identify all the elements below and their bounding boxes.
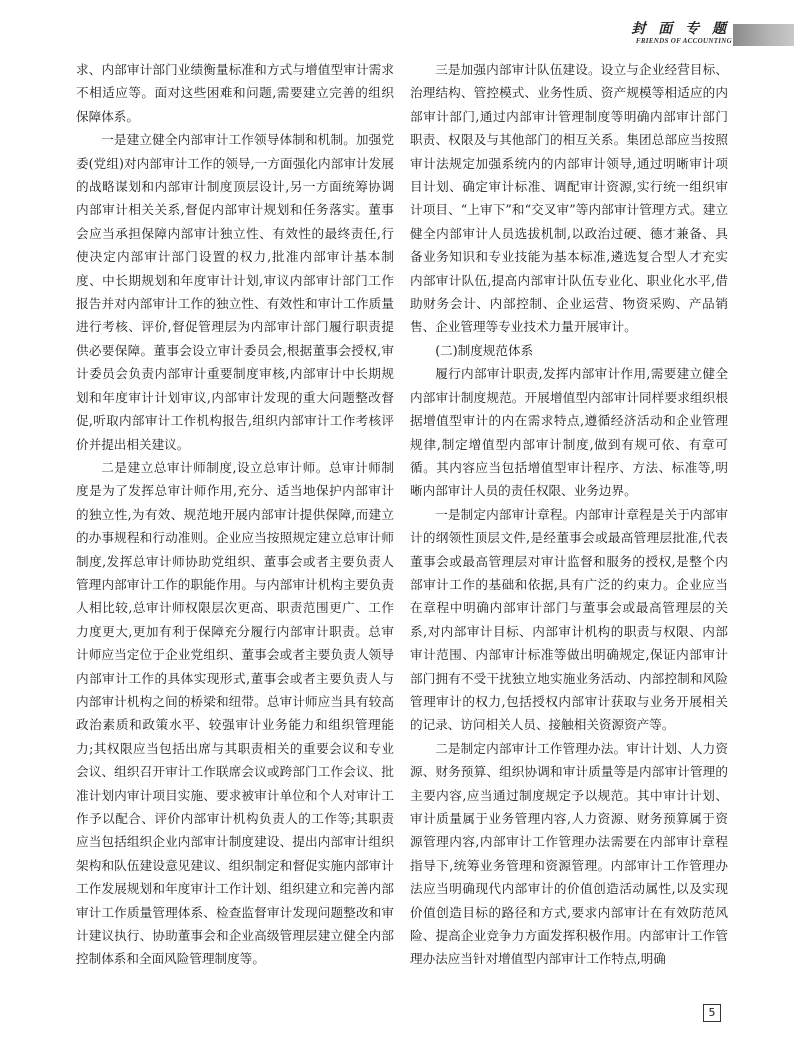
paragraph: 求、内部审计部门业绩衡量标准和方式与增值型审计需求不相适应等。面对这些困难和问题,需要建立完善的组织保障体系。	[76, 62, 394, 124]
paragraph: 二是制定内部审计工作管理办法。审计计划、人力资源、财务预算、组织协调和审计质量等是内部审计管理的主要内容,应当通过制度规定予以规范。其中审计计划、审计质量属于业务管理内容,人力资源、财务预算属于资源管理内容,内部审计工作管理办法需要在内部审计章程指导下,统筹业务管理和资源管理。内部审计工作管理办法应当明确现代内部审计的价值创造活动属性,以及实现价值创造目标的路径和方式,要求内部审计在有效防范风险、提高企业竞争力方面发挥积极作用。内部审计工作管理办法应当针对增值型内部审计工作特点,明确	[410, 740, 728, 967]
paragraph: 一是制定内部审计章程。内部审计章程是关于内部审计的纲领性顶层文件,是经董事会或最高管理层批准,代表董事会或最高管理层对审计监督和服务的授权,是整个内部审计工作的基础和依据,具有广泛的约束力。企业应当在章程中明确内部审计部门与董事会或最高管理层的关系,对内部审计目标、内部审计机构的职责与权限、内部审计范围、内部审计标准等做出明确规定,保证内部审计部门拥有不受干扰独立地实施业务活动、内部控制和风险管理审计的权力,包括授权内部审计获取与业务开展相关的记录、访问相关人员、接触相关资源资产等。	[410, 506, 728, 733]
paragraph: 二是建立总审计师制度,设立总审计师。总审计师制度是为了发挥总审计师作用,充分、适当地保护内部审计的独立性,为有效、规范地开展内部审计提供保障,而建立的办事规程和行动准则。企业应当按照规定建立总审计师制度,发挥总审计师协助党组织、董事会或者主要负责人管理内部审计工作的职能作用。与内部审计机构主要负责人相比较,总审计师权限层次更高、职责范围更广、工作力度更大,更加有利于保障充分履行内部审计职责。总审计师应当定位于企业党组织、董事会或者主要负责人领导内部审计工作的具体实现形式,董事会或者主要负责人与内部审计机构之间的桥梁和纽带。总审计师应当具有较高政治素质和政策水平、较强审计业务能力和组织管理能力;其权限应当包括出席与其职责相关的重要会议和专业会议、组织召开审计工作联席会议或跨部门工作会议、批准计划内审计项目实施、要求被审计单位和个人对审计工作予以配合、评价内部审计机构负责人的工作等;其职责应当包括组织企业内部审计制度建设、提出内部审计组织架构和队伍建设意见建议、组织制定和督促实施内部审计工作发展规划和年度审计工作计划、组织建立和完善内部审计工作质量管理体系、检查监督审计发现问题整改和审计建议执行、协助董事会和企业高级管理层建立健全内部控制体系和全面风险管理制度等。	[76, 459, 394, 967]
paragraph: 履行内部审计职责,发挥内部审计作用,需要建立健全内部审计制度规范。开展增值型内部审计同样要求组织根据增值型审计的内在需求特点,遵循经济活动和企业管理规律,制定增值型内部审计制度,做到有规可依、有章可循。其内容应当包括增值型审计程序、方法、标准等,明晰内部审计人员的责任权限、业务边界。	[410, 366, 728, 499]
magazine-name: FRIENDS OF ACCOUNTING	[635, 37, 732, 45]
section-title: 封 面 专 题	[631, 21, 730, 37]
header-bar	[733, 24, 794, 46]
right-column	[410, 58, 728, 971]
paragraph: 一是建立健全内部审计工作领导体制和机制。加强党委(党组)对内部审计工作的领导,一方面强化内部审计发展的战略谋划和内部审计制度顶层设计,另一方面统筹协调内部审计相关关系,督促内部审计规划和任务落实。董事会应当承担保障内部审计独立性、有效性的最终责任,行使决定内部审计部门设置的权力,批准内部审计基本制度、中长期规划和年度审计计划,审议内部审计部门工作报告并对内部审计工作的独立性、有效性和审计工作质量进行考核、评价,督促管理层为内部审计部门履行职责提供必要保障。董事会设立审计委员会,根据董事会授权,审计委员会负责内部审计重要制度审核,内部审计中长期规划和年度审计计划审议,内部审计发现的重大问题整改督促,听取内部审计工作机构报告,组织内部审计工作考核评价并提出相关建议。	[76, 132, 394, 452]
section-heading: (二)制度规范体系	[435, 342, 534, 358]
paragraph: 三是加强内部审计队伍建设。设立与企业经营目标、治理结构、管控模式、业务性质、资产规模等相适应的内部审计部门,通过内部审计管理制度等明确内部审计部门职责、权限及与其他部门的相互关系。集团总部应当按照审计法规定加强系统内的内部审计领导,通过明晰审计项目计划、确定审计标准、调配审计资源,实行统一组织审计项目、“上审下”和“交叉审”等内部审计管理方式。建立健全内部审计人员选拔机制,以政治过硬、德才兼备、具备业务知识和专业技能为基本标准,遴选复合型人才充实内部审计队伍,提高内部审计队伍专业化、职业化水平,借助财务会计、内部控制、企业运营、物资采购、产品销售、企业管理等专业技术力量开展审计。	[410, 62, 728, 335]
page-number: 5	[703, 1004, 721, 1022]
left-column	[76, 58, 394, 971]
